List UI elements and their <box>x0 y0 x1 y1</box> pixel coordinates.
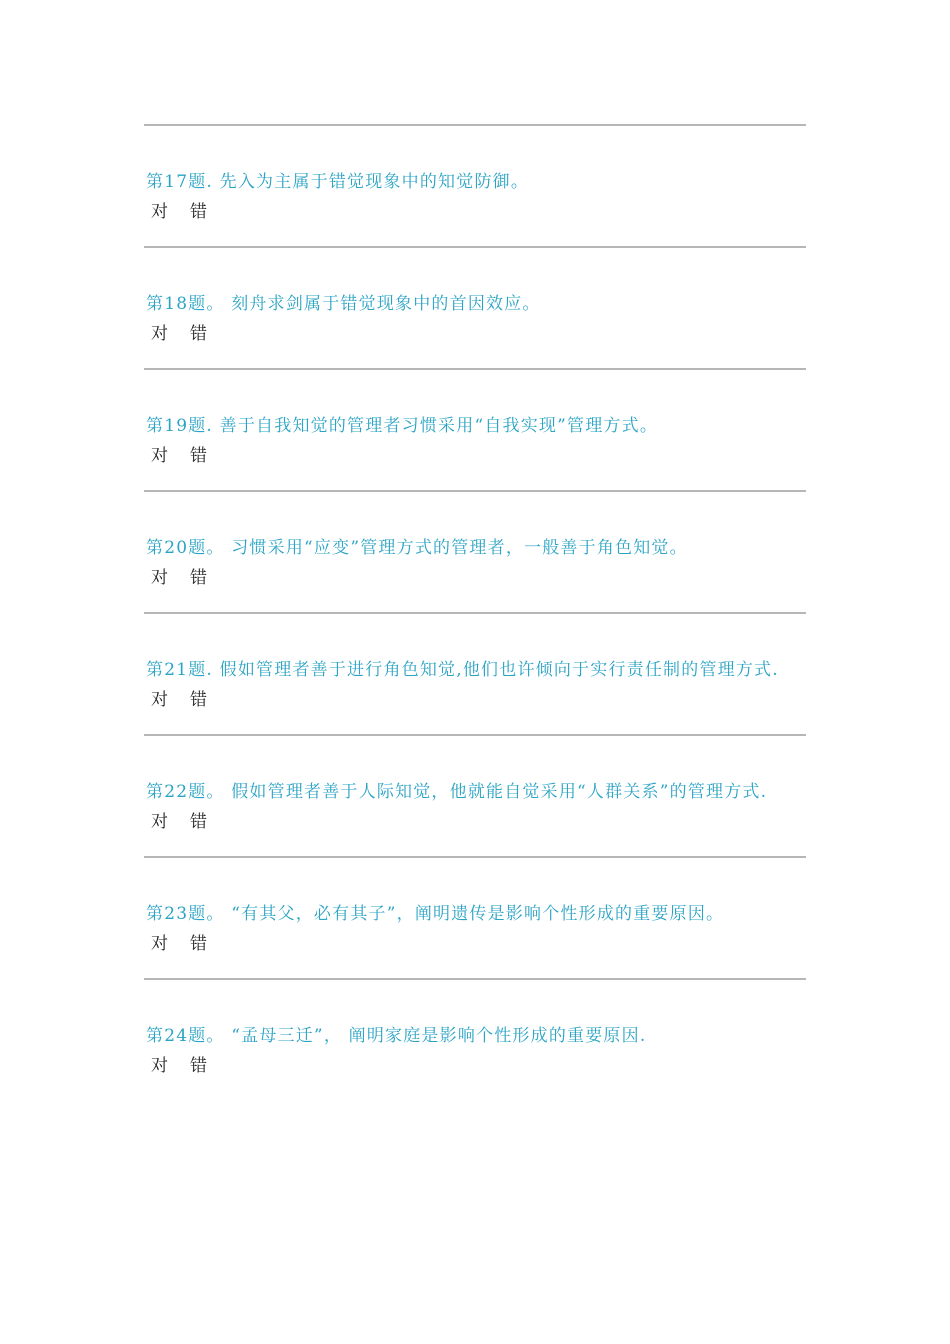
answer-true[interactable]: 对 <box>151 1056 168 1076</box>
question-text: 第22题。 假如管理者善于人际知觉，他就能自觉采用“人群关系”的管理方式. <box>146 782 768 802</box>
question-item <box>144 736 806 856</box>
answer-true[interactable]: 对 <box>151 934 168 954</box>
answer-false[interactable]: 错 <box>190 446 207 466</box>
answer-true[interactable]: 对 <box>151 568 168 588</box>
answer-false[interactable]: 错 <box>190 568 207 588</box>
question-text: 第21题. 假如管理者善于进行角色知觉,他们也许倾向于实行责任制的管理方式. <box>146 660 779 680</box>
answer-false[interactable]: 错 <box>190 934 207 954</box>
question-item <box>144 370 806 490</box>
question-item <box>144 858 806 978</box>
question-text: 第24题。 “孟母三迁”， 阐明家庭是影响个性形成的重要原因. <box>146 1026 647 1046</box>
question-text: 第20题。 习惯采用“应变”管理方式的管理者，一般善于角色知觉。 <box>146 538 688 558</box>
answer-options <box>151 688 806 712</box>
answer-options <box>151 200 806 224</box>
answer-true[interactable]: 对 <box>151 812 168 832</box>
question-text: 第19题. 善于自我知觉的管理者习惯采用“自我实现”管理方式。 <box>146 416 659 436</box>
answer-true[interactable]: 对 <box>151 324 168 344</box>
question-item <box>144 126 806 246</box>
answer-options <box>151 810 806 834</box>
question-text: 第23题。 “有其父，必有其子”，阐明遗传是影响个性形成的重要原因。 <box>146 904 725 924</box>
answer-true[interactable]: 对 <box>151 202 168 222</box>
answer-options <box>151 932 806 956</box>
answer-false[interactable]: 错 <box>190 812 207 832</box>
quiz-list <box>144 124 806 1100</box>
question-item <box>144 492 806 612</box>
answer-options <box>151 566 806 590</box>
answer-options <box>151 322 806 346</box>
question-item <box>144 980 806 1100</box>
answer-options <box>151 444 806 468</box>
question-item <box>144 614 806 734</box>
answer-true[interactable]: 对 <box>151 446 168 466</box>
answer-options <box>151 1054 806 1078</box>
question-text: 第17题. 先入为主属于错觉现象中的知觉防御。 <box>146 172 530 192</box>
answer-false[interactable]: 错 <box>190 202 207 222</box>
question-text: 第18题。 刻舟求剑属于错觉现象中的首因效应。 <box>146 294 541 314</box>
answer-false[interactable]: 错 <box>190 324 207 344</box>
question-item <box>144 248 806 368</box>
answer-true[interactable]: 对 <box>151 690 168 710</box>
answer-false[interactable]: 错 <box>190 1056 207 1076</box>
answer-false[interactable]: 错 <box>190 690 207 710</box>
